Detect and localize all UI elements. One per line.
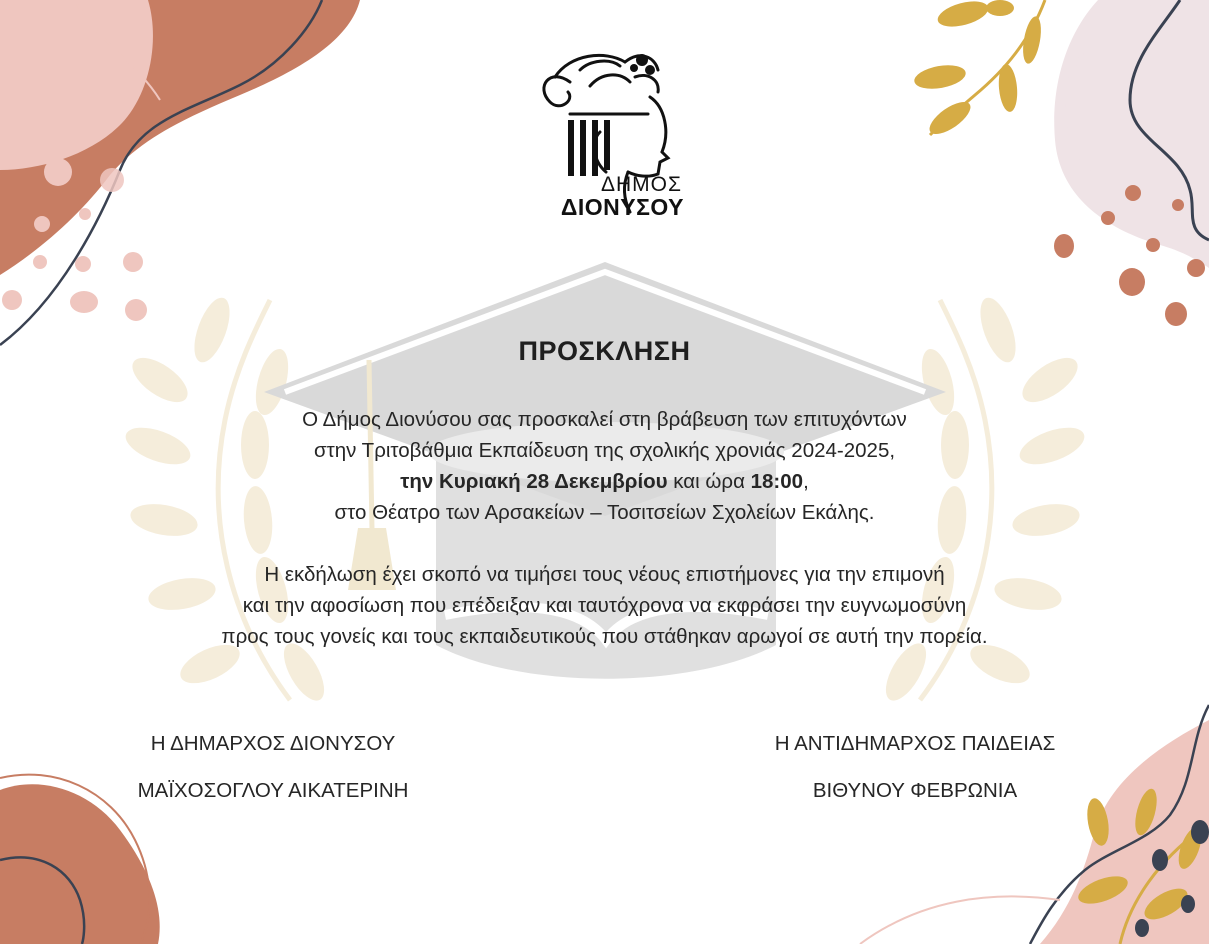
logo-wordmark bbox=[520, 174, 690, 218]
body-p1-line1: Ο Δήμος Διονύσου σας προσκαλεί στη βράβευση των επιτυχόντων bbox=[302, 408, 907, 431]
event-line-end: , bbox=[803, 470, 809, 493]
event-date: την Κυριακή 28 Δεκεμβρίου bbox=[400, 470, 668, 493]
signature-right-name: ΒΙΘΥΝΟΥ ΦΕΒΡΩΝΙΑ bbox=[812, 779, 1018, 802]
event-time: 18:00 bbox=[750, 470, 804, 493]
body-p2-line2: και την αφοσίωση που επέδειξαν και ταυτόχρονα να εκφράσει την ευγνωμοσύνη bbox=[242, 594, 967, 617]
body-p1-line4: στο Θέατρο των Αρσακείων – Τοσιτσείων Σχολείων Εκάλης. bbox=[334, 501, 875, 524]
body-p1-line3 bbox=[0, 466, 1209, 497]
body-p1-line2: στην Τριτοβάθμια Εκπαίδευση της σχολικής χρονιάς 2024-2025, bbox=[313, 439, 896, 462]
top-right-blob-decoration bbox=[912, 0, 1209, 326]
paragraph-gap bbox=[0, 528, 1209, 559]
invitation-title: ΠΡΟΣΚΛΗΣΗ bbox=[518, 336, 691, 366]
event-time-prefix: και ώρα bbox=[667, 470, 751, 493]
signature-right bbox=[735, 732, 1095, 803]
top-left-blob-decoration bbox=[0, 0, 360, 345]
invitation-body bbox=[0, 404, 1209, 652]
signature-left bbox=[93, 732, 453, 803]
body-p2-line3: προς τους γονείς και τους εκπαιδευτικούς που στάθηκαν αρωγοί σε αυτή την πορεία. bbox=[221, 625, 988, 648]
signature-left-name: ΜΑΪΧΟΣΟΓΛΟΥ ΑΙΚΑΤΕΡΙΝΗ bbox=[137, 779, 409, 802]
body-p2-line1: Η εκδήλωση έχει σκοπό να τιμήσει τους νέους επιστήμονες για την επιμονή bbox=[264, 563, 945, 586]
logo-line-1: ΔΗΜΟΣ bbox=[600, 173, 682, 196]
logo-line-2: ΔΙΟΝΥΣΟΥ bbox=[560, 194, 684, 220]
signature-left-role: Η ΔΗΜΑΡΧΟΣ ΔΙΟΝΥΣΟΥ bbox=[150, 732, 396, 755]
signature-right-role: Η ΑΝΤΙΔΗΜΑΡΧΟΣ ΠΑΙΔΕΙΑΣ bbox=[774, 732, 1056, 755]
